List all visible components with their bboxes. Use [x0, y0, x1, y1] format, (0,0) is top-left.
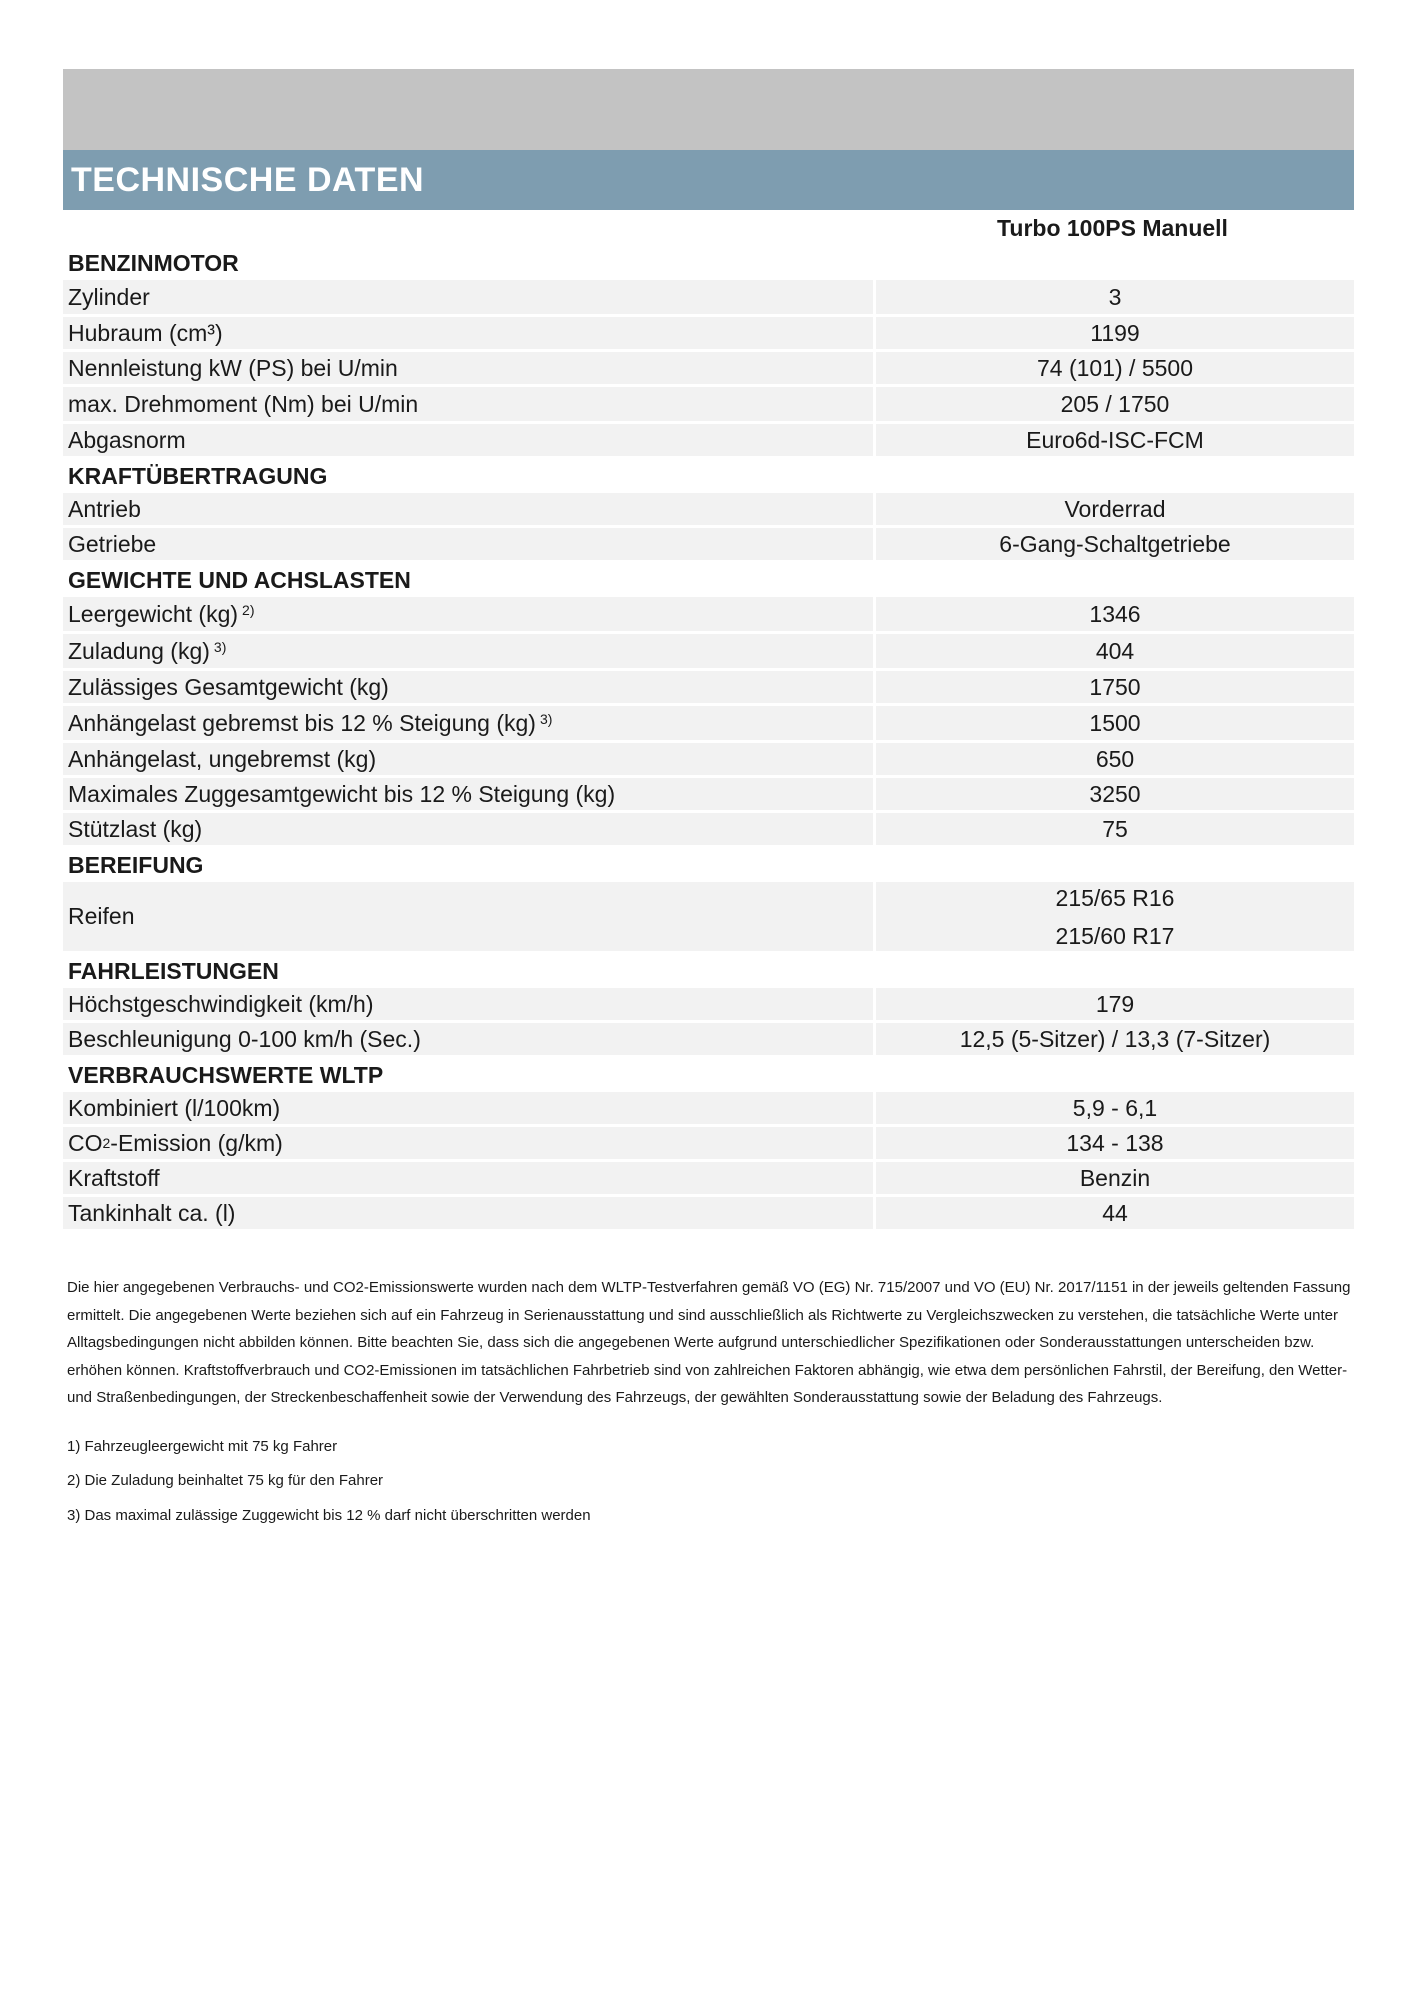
footnote-marker: 2) — [242, 602, 255, 618]
spec-label-text: Zylinder — [68, 283, 150, 310]
header-gray-band — [63, 69, 1354, 150]
spec-label-text: Höchstgeschwindigkeit (km/h) — [68, 990, 374, 1017]
spec-value-text: 1500 — [1089, 710, 1141, 736]
spec-label-text: CO — [68, 1129, 103, 1156]
title-band — [63, 150, 1354, 210]
spec-label-text: Anhängelast, ungebremst (kg) — [68, 745, 377, 772]
spec-label-text: Maximales Zuggesamtgewicht bis 12 % Steigung (kg) — [68, 780, 616, 807]
spec-label — [63, 317, 876, 349]
section-title: VERBRAUCHSWERTE WLTP — [68, 1061, 384, 1088]
spec-label — [63, 634, 876, 668]
spec-row — [63, 1162, 1354, 1197]
footnote-marker: 3) — [213, 639, 227, 655]
spec-value-text: 404 — [1095, 638, 1135, 664]
spec-label — [63, 493, 876, 525]
spec-table — [63, 246, 1354, 1232]
footnote-marker: 3) — [539, 711, 553, 727]
spec-sheet — [63, 69, 1354, 1533]
spec-label-text: Beschleunigung 0-100 km/h (Sec.) — [68, 1025, 421, 1052]
spec-row — [63, 387, 1354, 424]
section-title: KRAFTÜBERTRAGUNG — [68, 462, 328, 489]
spec-value — [876, 493, 1354, 525]
spec-label — [63, 352, 876, 384]
spec-value-text: 74 (101) / 5500 — [1036, 355, 1193, 381]
spec-row — [63, 528, 1354, 563]
spec-value-text: 215/60 R17 — [1055, 922, 1175, 949]
spec-label-text: Leergewicht (kg) — [68, 600, 239, 627]
spec-value-text: 179 — [1095, 991, 1135, 1017]
spec-label — [63, 882, 876, 951]
spec-value-text: Vorderrad — [1064, 496, 1166, 522]
spec-row — [63, 352, 1354, 387]
spec-value — [876, 813, 1354, 845]
spec-value — [876, 1197, 1354, 1229]
spec-label-text: Kombiniert (l/100km) — [68, 1094, 281, 1121]
footnote: 3) Das maximal zulässige Zuggewicht bis 12 % darf nicht überschritten werden — [67, 1506, 591, 1524]
spec-value-text: 1750 — [1089, 674, 1141, 700]
section-title: FAHRLEISTUNGEN — [68, 957, 279, 984]
spec-value — [876, 634, 1354, 668]
spec-label — [63, 671, 876, 703]
spec-value-text: 3250 — [1089, 781, 1141, 807]
spec-value — [876, 352, 1354, 384]
spec-value — [876, 706, 1354, 740]
spec-value — [876, 424, 1354, 456]
spec-label — [63, 387, 876, 421]
footnotes — [63, 1430, 1354, 1534]
spec-row — [63, 634, 1354, 671]
spec-label — [63, 743, 876, 775]
spec-label-text: Hubraum (cm³) — [68, 319, 223, 346]
spec-value-text: 6-Gang-Schaltgetriebe — [999, 531, 1231, 557]
spec-row — [63, 424, 1354, 459]
spec-label-text: Reifen — [68, 903, 135, 929]
spec-row — [63, 280, 1354, 317]
spec-value-text: 650 — [1095, 746, 1135, 772]
column-header — [63, 210, 1354, 246]
spec-value-text: 205 / 1750 — [1060, 391, 1170, 417]
spec-label — [63, 528, 876, 560]
spec-label — [63, 597, 876, 631]
spec-value — [876, 671, 1354, 703]
spec-value — [876, 528, 1354, 560]
spec-label-text: max. Drehmoment (Nm) bei U/min — [68, 390, 419, 417]
spec-value-text: 1346 — [1089, 601, 1141, 627]
spec-label — [63, 280, 876, 314]
spec-row — [63, 988, 1354, 1023]
spec-label-text: Antrieb — [68, 495, 141, 522]
spec-value — [876, 743, 1354, 775]
spec-value-text: 3 — [1108, 284, 1122, 310]
spec-value-text: 215/65 R16 — [1055, 884, 1175, 911]
model-name: Turbo 100PS Manuell — [997, 214, 1228, 241]
spec-value — [876, 1162, 1354, 1194]
spec-value — [876, 387, 1354, 421]
spec-row — [63, 778, 1354, 813]
spec-label — [63, 1127, 876, 1159]
spec-label — [63, 424, 876, 456]
spec-row — [63, 671, 1354, 706]
spec-row — [63, 1023, 1354, 1058]
spec-value-text: Euro6d-ISC-FCM — [1026, 427, 1204, 453]
spec-row — [63, 317, 1354, 352]
spec-value — [876, 317, 1354, 349]
spec-row — [63, 1127, 1354, 1162]
spec-label-text: Zuladung (kg) — [68, 637, 210, 664]
spec-label — [63, 1092, 876, 1124]
section-title: GEWICHTE UND ACHSLASTEN — [68, 566, 411, 593]
spec-value — [876, 597, 1354, 631]
spec-value-text: 12,5 (5-Sitzer) / 13,3 (7-Sitzer) — [959, 1026, 1271, 1052]
spec-label-text: Kraftstoff — [68, 1164, 160, 1191]
spec-row — [63, 493, 1354, 528]
spec-value-text: 5,9 - 6,1 — [1072, 1095, 1158, 1121]
section-title: BEREIFUNG — [68, 851, 204, 878]
notes-text: Die hier angegebenen Verbrauchs- und CO2-Emissionswerte wurden nach dem WLTP-Testverfahren gemäß VO (EG) Nr. 715/2007 und VO (EU) Nr. 2017/1151 in der jeweils geltenden Fassung ermittelt. Die angegebenen Werte beziehen sich auf ein Fahrzeug in Serienausstattung und sind ausschließlich als Richtwerte zu Vergleichszwecken zu verstehen, die tatsächliche Werte unter Alltagsbedingungen nicht abbilden können. Bitte beachten Sie, dass sich die angegebenen Werte aufgrund unterschiedlicher Spezifikationen oder Sonderausstattungen unterscheiden bzw. erhöhen können. Kraftstoffverbrauch und CO2-Emissionen im tatsächlichen Fahrbetrieb sind von zahlreichen Faktoren abhängig, wie etwa dem persönlichen Fahrstil, der Bereifung, den Wetter- und Straßenbedingungen, der Streckenbeschaffenheit sowie der Verwendung des Fahrzeugs, der gewählten Sonderausstattung sowie der Beladung des Fahrzeugs. — [67, 1279, 1351, 1406]
spec-label-text: Abgasnorm — [68, 426, 186, 453]
subscript: 2 — [102, 1135, 111, 1151]
spec-label — [63, 1162, 876, 1194]
spec-value — [876, 882, 1354, 951]
spec-label-text: Tankinhalt ca. (l) — [68, 1199, 236, 1226]
spec-value-text: Benzin — [1079, 1165, 1151, 1191]
spec-value — [876, 280, 1354, 314]
spec-label — [63, 1023, 876, 1055]
spec-row — [63, 1197, 1354, 1232]
spec-label — [63, 778, 876, 810]
spec-row — [63, 1092, 1354, 1127]
page-title: TECHNISCHE DATEN — [71, 160, 425, 199]
spec-value-text: 1199 — [1090, 320, 1140, 346]
spec-label-text: Nennleistung kW (PS) bei U/min — [68, 354, 398, 381]
spec-label — [63, 706, 876, 740]
spec-row — [63, 882, 1354, 954]
spec-value — [876, 988, 1354, 1020]
spec-label-text: Stützlast (kg) — [68, 815, 203, 842]
spec-value-text: 134 - 138 — [1066, 1130, 1164, 1156]
spec-label-text: Getriebe — [68, 530, 157, 557]
spec-value-text: 75 — [1102, 816, 1128, 842]
spec-label — [63, 988, 876, 1020]
spec-row — [63, 706, 1354, 743]
spec-value — [876, 1127, 1354, 1159]
spec-row — [63, 813, 1354, 848]
section-title: BENZINMOTOR — [68, 249, 239, 276]
wltp-notes — [63, 1274, 1352, 1412]
spec-label-text: -Emission (g/km) — [110, 1129, 283, 1156]
spec-label — [63, 813, 876, 845]
spec-row — [63, 743, 1354, 778]
spec-row — [63, 597, 1354, 634]
spec-value — [876, 778, 1354, 810]
spec-label-text: Zulässiges Gesamtgewicht (kg) — [68, 673, 389, 700]
spec-value — [876, 1023, 1354, 1055]
footnote: 1) Fahrzeugleergewicht mit 75 kg Fahrer — [67, 1437, 338, 1455]
footnote: 2) Die Zuladung beinhaltet 75 kg für den Fahrer — [67, 1472, 384, 1489]
spec-value — [876, 1092, 1354, 1124]
spec-label-text: Anhängelast gebremst bis 12 % Steigung (kg) — [68, 709, 536, 736]
spec-value-text: 44 — [1102, 1200, 1128, 1226]
spec-label — [63, 1197, 876, 1229]
